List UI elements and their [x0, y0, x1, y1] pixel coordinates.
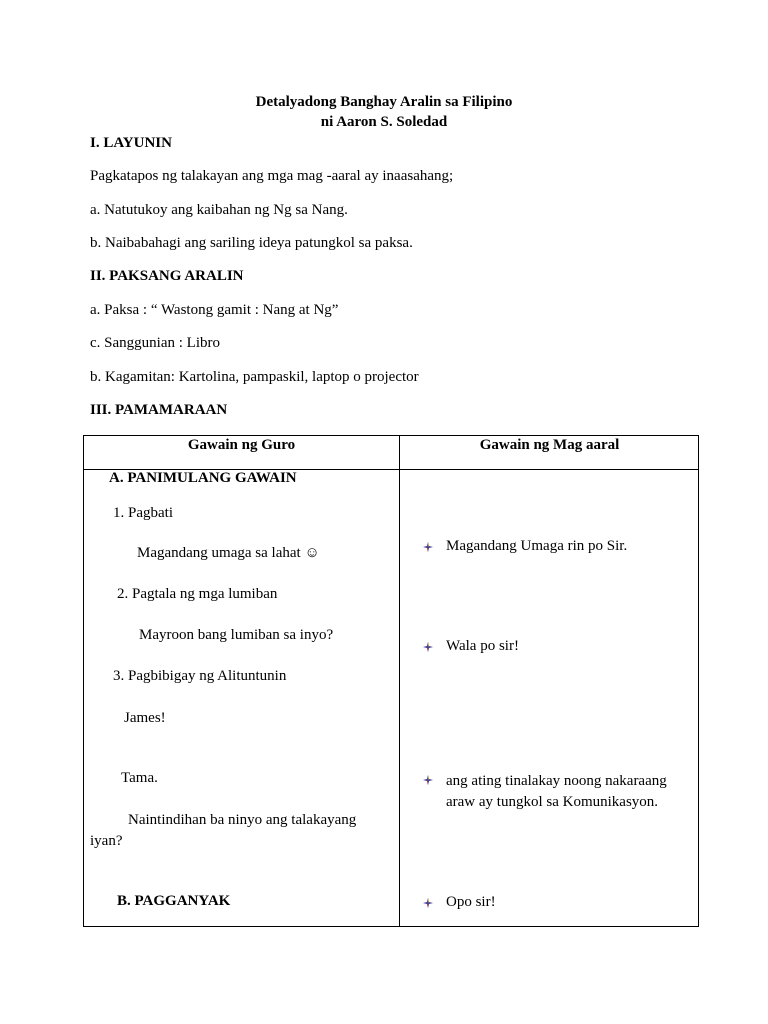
teacher-greeting: Magandang umaga sa lahat ☺: [137, 545, 320, 561]
teacher-tama: Tama.: [121, 770, 158, 786]
step-alituntunin: 3. Pagbibigay ng Alituntunin: [113, 668, 287, 684]
student-response: Wala po sir!: [446, 638, 519, 654]
document-author: ni Aaron S. Soledad: [320, 114, 448, 130]
student-response: Opo sir!: [446, 894, 496, 910]
four-point-star-bullet-icon: [423, 642, 433, 652]
section-panimulang-gawain: A. PANIMULANG GAWAIN: [109, 470, 297, 486]
four-point-star-bullet-icon: [423, 898, 433, 908]
section-heading-layunin: I. LAYUNIN: [90, 135, 172, 151]
step-pagbati: 1. Pagbati: [113, 505, 173, 521]
paksang-aralin-item: c. Sanggunian : Libro: [90, 335, 220, 351]
teacher-naintindihan: Naintindihan ba ninyo ang talakayang: [128, 812, 357, 828]
layunin-item: a. Natutukoy ang kaibahan ng Ng sa Nang.: [90, 202, 348, 218]
layunin-intro: Pagkatapos ng talakayan ang mga mag -aaral ay inaasahang;: [90, 168, 454, 184]
paksang-aralin-item: a. Paksa : “ Wastong gamit : Nang at Ng”: [90, 302, 339, 318]
table-header-guro: Gawain ng Guro: [187, 437, 296, 453]
student-response: ang ating tinalakay noong nakaraang araw ay tungkol sa Komunikasyon.: [446, 773, 667, 810]
four-point-star-bullet-icon: [423, 542, 433, 552]
teacher-call-james: James!: [124, 710, 166, 726]
table-header-mag-aaral: Gawain ng Mag aaral: [479, 437, 620, 453]
document-title: Detalyadong Banghay Aralin sa Filipino: [255, 94, 513, 110]
layunin-item: b. Naibabahagi ang sariling ideya patungkol sa paksa.: [90, 235, 413, 251]
teacher-naintindihan-cont: iyan?: [90, 833, 123, 849]
student-response: Magandang Umaga rin po Sir.: [446, 538, 628, 554]
step-pagtala: 2. Pagtala ng mga lumiban: [117, 586, 278, 602]
teacher-absent-question: Mayroon bang lumiban sa inyo?: [139, 627, 334, 643]
paksang-aralin-item: b. Kagamitan: Kartolina, pampaskil, laptop o projector: [90, 369, 419, 385]
section-heading-paksang-aralin: II. PAKSANG ARALIN: [90, 268, 244, 284]
lesson-procedure-table: [83, 435, 699, 927]
table-column-divider: [399, 436, 400, 926]
section-pagganyak: B. PAGGANYAK: [117, 893, 231, 909]
section-heading-pamamaraan: III. PAMAMARAAN: [90, 402, 228, 418]
four-point-star-bullet-icon: [423, 775, 433, 785]
